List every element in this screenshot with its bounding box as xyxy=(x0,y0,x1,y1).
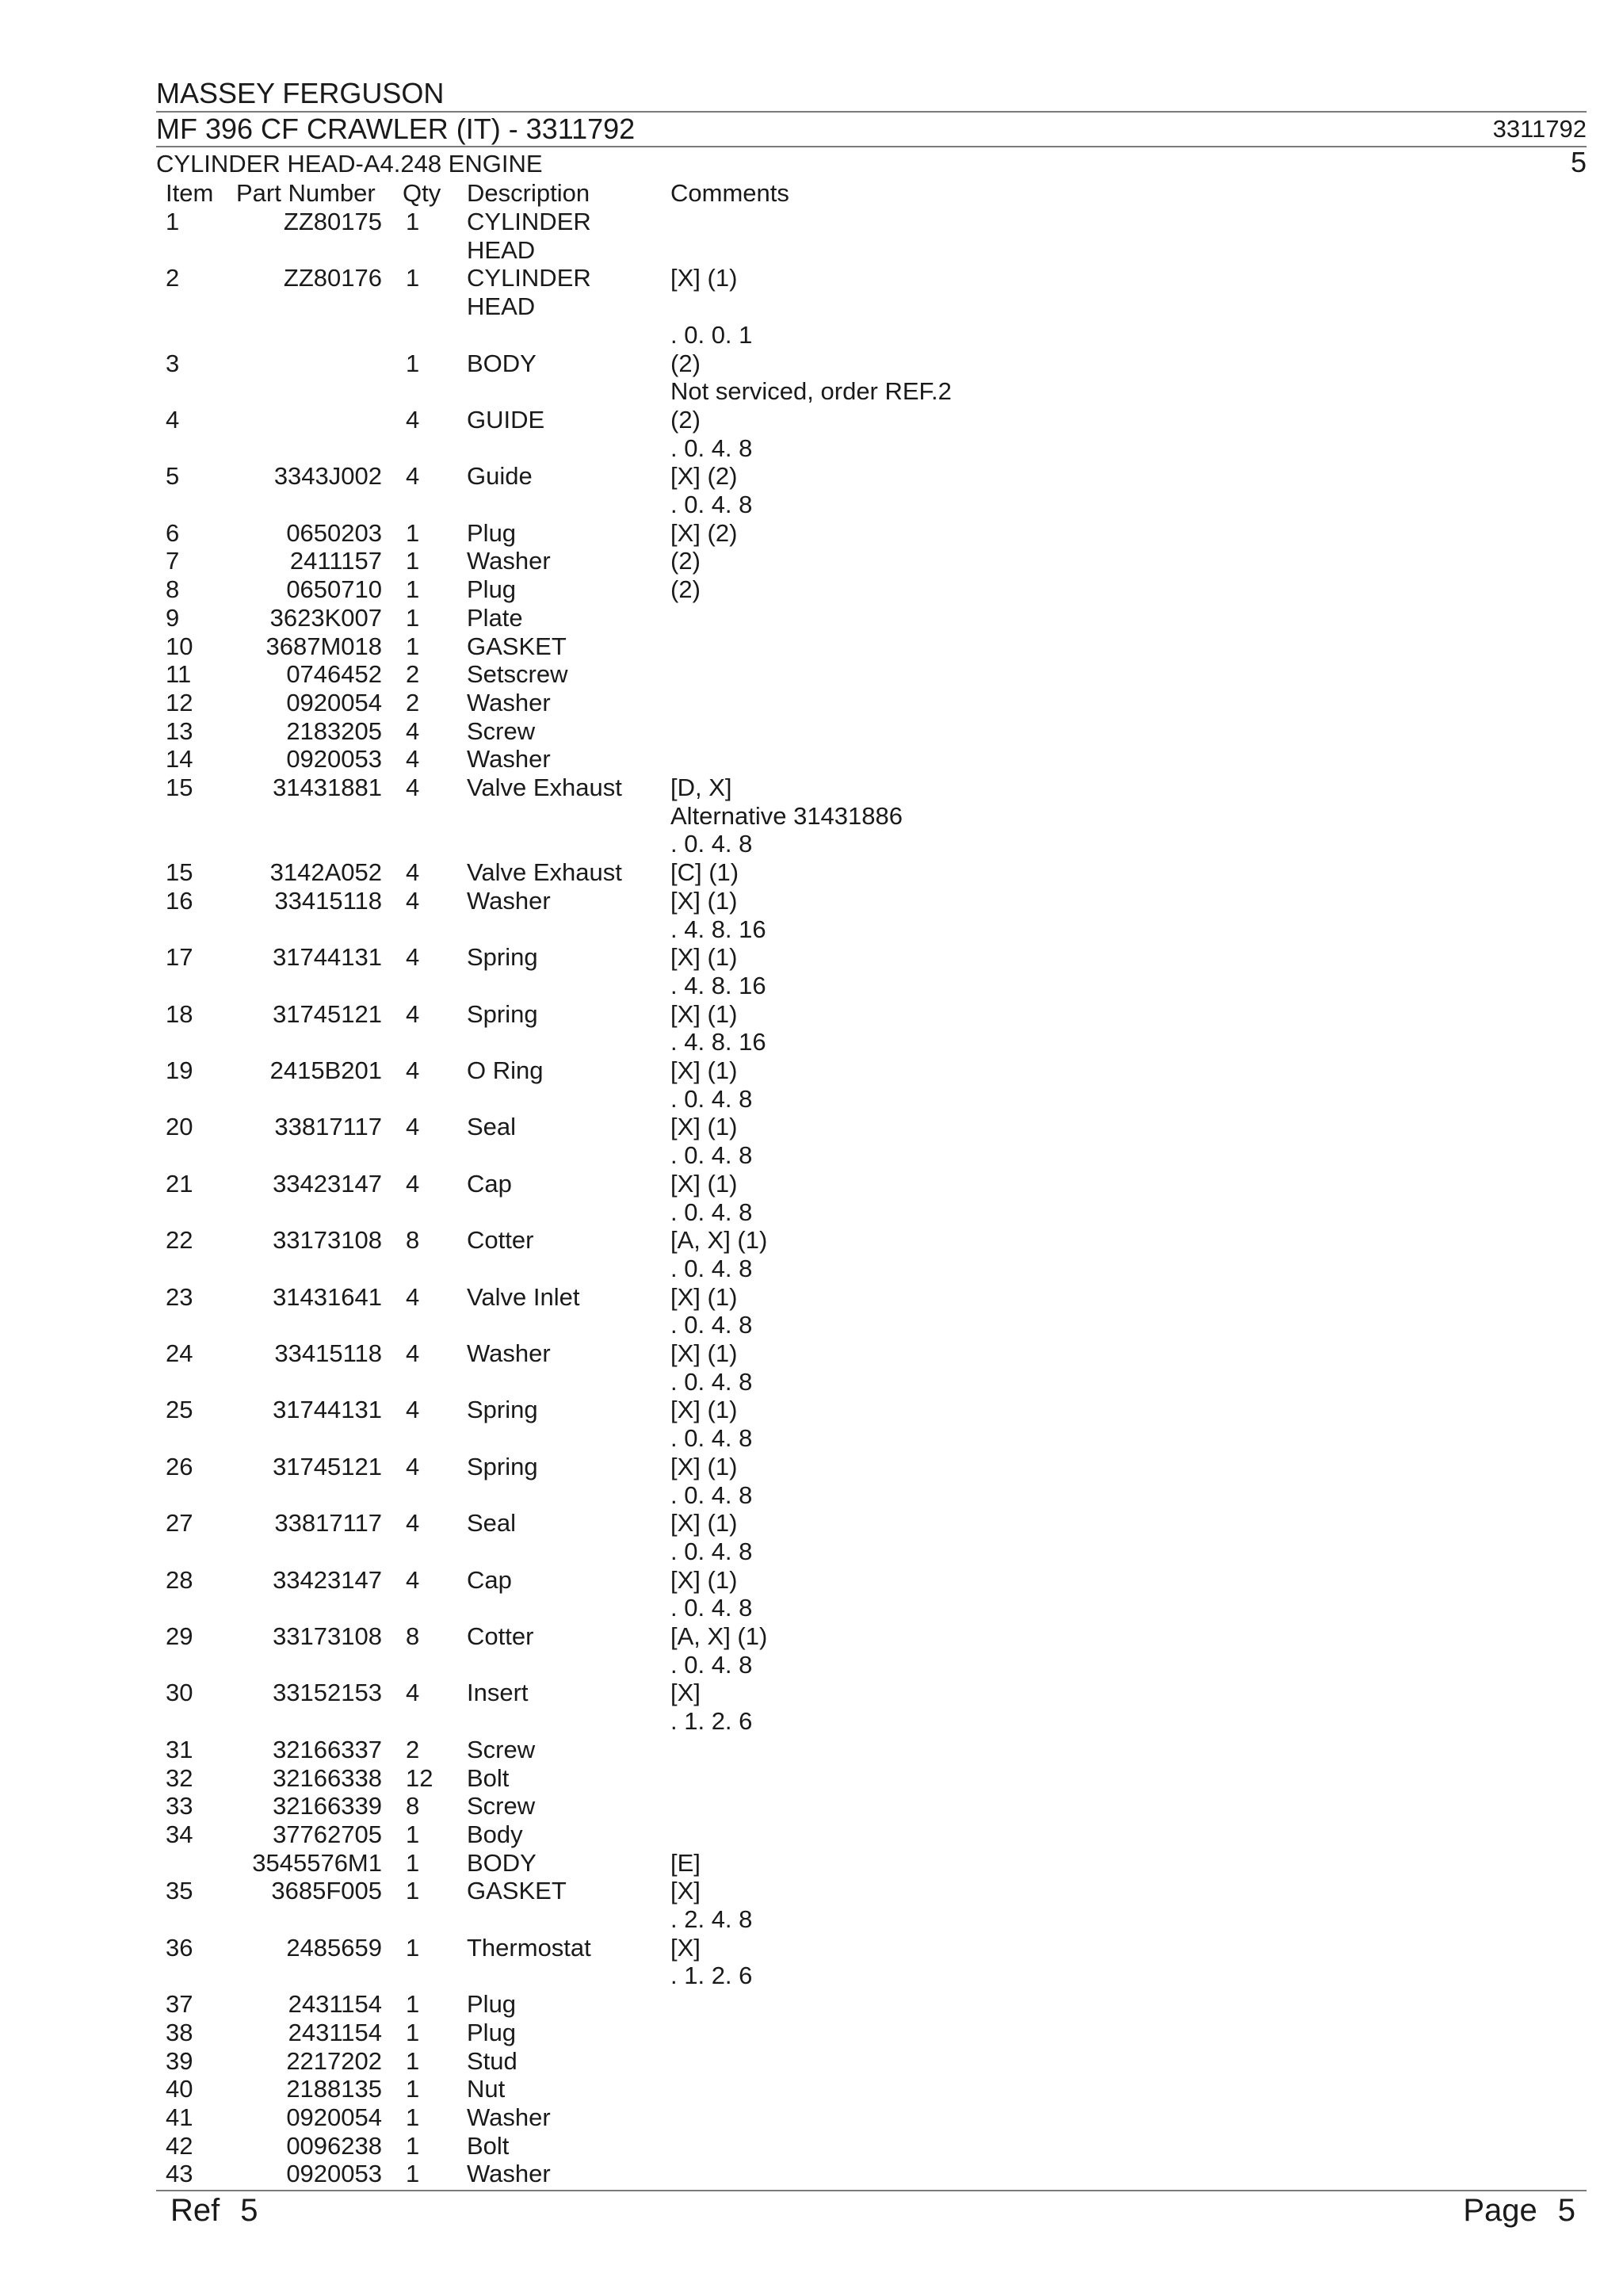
quantity: 4 xyxy=(406,1169,420,1198)
item-number: 15 xyxy=(166,858,193,887)
comment: [X] (1) xyxy=(670,1509,738,1538)
part-number: 31744131 xyxy=(273,1396,382,1424)
comment: . 0. 4. 8 xyxy=(670,1594,753,1622)
item-number: 33 xyxy=(166,1792,193,1820)
part-number: ZZ80176 xyxy=(283,264,382,292)
item-number: 28 xyxy=(166,1565,193,1594)
item-number: 3 xyxy=(166,349,180,377)
comment: [X] (1) xyxy=(670,999,738,1028)
description: Screw xyxy=(467,716,536,745)
part-number: 3685F005 xyxy=(271,1877,382,1905)
page-value: 5 xyxy=(1557,2193,1575,2228)
quantity: 1 xyxy=(406,349,420,377)
item-number: 37 xyxy=(166,1990,193,2019)
description: Cotter xyxy=(467,1226,534,1255)
quantity: 4 xyxy=(406,745,420,774)
description: BODY xyxy=(467,1848,537,1877)
part-number: 3545576M1 xyxy=(252,1848,382,1877)
footer-ref xyxy=(170,2191,258,2229)
part-number: 33152153 xyxy=(273,1679,382,1707)
part-number: 3343J002 xyxy=(273,462,382,491)
item-number: 34 xyxy=(166,1820,193,1848)
comment: . 0. 4. 8 xyxy=(670,1084,753,1113)
part-number: 31431881 xyxy=(273,774,382,801)
quantity: 4 xyxy=(406,1056,420,1084)
comment: [X] (1) xyxy=(670,1169,738,1198)
quantity: 12 xyxy=(406,1763,433,1792)
comment: [D, X] xyxy=(670,774,732,801)
description: Screw xyxy=(467,1735,536,1763)
comment: (2) xyxy=(670,575,701,604)
description: Cotter xyxy=(467,1622,534,1650)
item-number: 29 xyxy=(166,1622,193,1650)
comment: . 0. 4. 8 xyxy=(670,1141,753,1170)
item-number: 35 xyxy=(166,1877,193,1905)
description: Screw xyxy=(467,1792,536,1820)
item-number: 10 xyxy=(166,632,193,660)
part-number: 33415118 xyxy=(274,886,382,915)
description: GASKET xyxy=(467,632,567,660)
item-number: 23 xyxy=(166,1282,193,1311)
quantity: 1 xyxy=(406,2160,420,2188)
item-number: 25 xyxy=(166,1396,193,1424)
ref-value: 5 xyxy=(240,2193,258,2228)
item-number: 26 xyxy=(166,1452,193,1480)
description: GASKET xyxy=(467,1877,567,1905)
section-number: 5 xyxy=(1570,146,1587,178)
part-number: 2431154 xyxy=(288,2018,382,2046)
item-number: 30 xyxy=(166,1679,193,1707)
item-number: 4 xyxy=(166,405,180,434)
part-number: 2188135 xyxy=(286,2075,382,2103)
comment: . 0. 0. 1 xyxy=(670,320,753,349)
comment: [X] (1) xyxy=(670,1452,738,1480)
part-number: 0650710 xyxy=(286,575,382,604)
description: Valve Inlet xyxy=(467,1282,580,1311)
quantity: 4 xyxy=(406,774,420,801)
quantity: 1 xyxy=(406,2046,420,2075)
comment: . 0. 4. 8 xyxy=(670,1537,753,1565)
comment: . 0. 4. 8 xyxy=(670,1480,753,1509)
quantity: 1 xyxy=(406,547,420,575)
description: Cap xyxy=(467,1169,512,1198)
comment: [X] (1) xyxy=(670,1565,738,1594)
part-number: 33415118 xyxy=(274,1339,382,1367)
description: CYLINDER xyxy=(467,208,591,235)
quantity: 4 xyxy=(406,1509,420,1538)
part-number: 31744131 xyxy=(273,943,382,972)
description: Setscrew xyxy=(467,660,568,689)
part-number: ZZ80175 xyxy=(283,208,382,235)
ref-label: Ref xyxy=(170,2193,220,2228)
comment: . 0. 4. 8 xyxy=(670,1367,753,1396)
column-header-part-number: Part Number xyxy=(236,179,376,207)
description: Seal xyxy=(467,1509,517,1538)
part-number: 31431641 xyxy=(273,1282,382,1311)
description: Plug xyxy=(467,575,517,604)
quantity: 1 xyxy=(406,2075,420,2103)
item-number: 8 xyxy=(166,575,180,604)
quantity: 1 xyxy=(406,2018,420,2046)
comment: [X] (1) xyxy=(670,943,738,972)
item-number: 5 xyxy=(166,462,180,491)
comment: . 1. 2. 6 xyxy=(670,1962,753,1990)
footer-page xyxy=(1463,2191,1575,2229)
comment: [C] (1) xyxy=(670,858,739,887)
brand-title: MASSEY FERGUSON xyxy=(156,77,445,109)
part-number: 2485659 xyxy=(286,1933,382,1962)
item-number: 1 xyxy=(166,208,180,235)
item-number: 15 xyxy=(166,774,193,801)
comment: . 0. 4. 8 xyxy=(670,491,753,518)
comment: [X] (1) xyxy=(670,1056,738,1084)
column-header-item: Item xyxy=(166,179,214,207)
item-number: 7 xyxy=(166,547,180,575)
item-number: 14 xyxy=(166,745,193,774)
quantity: 1 xyxy=(406,1990,420,2019)
description: Bolt xyxy=(467,2131,510,2160)
quantity: 4 xyxy=(406,1565,420,1594)
description: Seal xyxy=(467,1113,517,1141)
item-number: 6 xyxy=(166,518,180,547)
description: Plug xyxy=(467,2018,517,2046)
description: Spring xyxy=(467,1396,538,1424)
description: Nut xyxy=(467,2075,506,2103)
model-code: 3311792 xyxy=(1492,115,1587,143)
description: Washer xyxy=(467,2103,551,2131)
part-number: 31745121 xyxy=(273,999,382,1028)
item-number: 19 xyxy=(166,1056,193,1084)
item-number: 22 xyxy=(166,1226,193,1255)
section-title: CYLINDER HEAD-A4.248 ENGINE xyxy=(156,150,543,178)
item-number: 32 xyxy=(166,1763,193,1792)
item-number: 12 xyxy=(166,688,193,716)
item-number: 24 xyxy=(166,1339,193,1367)
description: GUIDE xyxy=(467,405,545,434)
description: Washer xyxy=(467,1339,551,1367)
quantity: 4 xyxy=(406,943,420,972)
comment: . 0. 4. 8 xyxy=(670,1198,753,1226)
comment: [X] (2) xyxy=(670,518,738,547)
description: Insert xyxy=(467,1679,529,1707)
description: Spring xyxy=(467,943,538,972)
quantity: 4 xyxy=(406,999,420,1028)
quantity: 1 xyxy=(406,575,420,604)
comment: . 0. 4. 8 xyxy=(670,830,753,858)
item-number: 31 xyxy=(166,1735,193,1763)
part-number: 2217202 xyxy=(286,2046,382,2075)
comment: [A, X] (1) xyxy=(670,1226,768,1255)
quantity: 4 xyxy=(406,1396,420,1424)
quantity: 8 xyxy=(406,1226,420,1255)
description: Washer xyxy=(467,2160,551,2188)
item-number: 9 xyxy=(166,603,180,632)
comment: [X] (2) xyxy=(670,462,738,491)
quantity: 4 xyxy=(406,716,420,745)
part-number: 3623K007 xyxy=(269,603,382,632)
page-label: Page xyxy=(1463,2193,1537,2228)
quantity: 2 xyxy=(406,660,420,689)
description: Spring xyxy=(467,1452,538,1480)
comment: [X] xyxy=(670,1679,701,1707)
comment: (2) xyxy=(670,349,701,377)
part-number: 2431154 xyxy=(288,1990,382,2019)
description: CYLINDER xyxy=(467,264,591,292)
comment: [X] (1) xyxy=(670,1339,738,1367)
comment: . 1. 2. 6 xyxy=(670,1707,753,1736)
quantity: 1 xyxy=(406,2131,420,2160)
quantity: 1 xyxy=(406,1877,420,1905)
part-number: 33817117 xyxy=(274,1509,382,1538)
item-number: 13 xyxy=(166,716,193,745)
part-number: 32166337 xyxy=(273,1735,382,1763)
part-number: 33423147 xyxy=(273,1565,382,1594)
quantity: 4 xyxy=(406,405,420,434)
comment: [X] (1) xyxy=(670,886,738,915)
comment: (2) xyxy=(670,547,701,575)
part-number: 33423147 xyxy=(273,1169,382,1198)
part-number: 3687M018 xyxy=(265,632,382,660)
quantity: 2 xyxy=(406,1735,420,1763)
quantity: 1 xyxy=(406,2103,420,2131)
description: Washer xyxy=(467,745,551,774)
description: Plate xyxy=(467,603,523,632)
comment: [X] xyxy=(670,1877,701,1905)
part-number: 32166339 xyxy=(273,1792,382,1820)
comment: Not serviced, order REF.2 xyxy=(670,377,952,406)
comment: [X] (1) xyxy=(670,1113,738,1141)
comment: . 4. 8. 16 xyxy=(670,971,766,999)
description: Washer xyxy=(467,547,551,575)
quantity: 4 xyxy=(406,1282,420,1311)
quantity: 1 xyxy=(406,1933,420,1962)
comment: Alternative 31431886 xyxy=(670,801,903,830)
description: Thermostat xyxy=(467,1933,591,1962)
part-number: 33173108 xyxy=(273,1226,382,1255)
quantity: 1 xyxy=(406,264,420,292)
item-number: 38 xyxy=(166,2018,193,2046)
item-number: 42 xyxy=(166,2131,193,2160)
part-number: 2415B201 xyxy=(269,1056,382,1084)
comment: . 4. 8. 16 xyxy=(670,1028,766,1056)
quantity: 2 xyxy=(406,688,420,716)
item-number: 16 xyxy=(166,886,193,915)
column-header-comments: Comments xyxy=(670,179,789,207)
column-header-description: Description xyxy=(467,179,590,207)
item-number: 43 xyxy=(166,2160,193,2188)
comment: [X] (1) xyxy=(670,1282,738,1311)
part-number: 0920054 xyxy=(286,2103,382,2131)
quantity: 4 xyxy=(406,1113,420,1141)
item-number: 20 xyxy=(166,1113,193,1141)
description: Guide xyxy=(467,462,533,491)
description: Body xyxy=(467,1820,523,1848)
quantity: 1 xyxy=(406,603,420,632)
quantity: 8 xyxy=(406,1622,420,1650)
part-number: 3142A052 xyxy=(269,858,382,887)
part-number: 33817117 xyxy=(274,1113,382,1141)
part-number: 31745121 xyxy=(273,1452,382,1480)
comment: [E] xyxy=(670,1848,701,1877)
quantity: 4 xyxy=(406,886,420,915)
description: Stud xyxy=(467,2046,517,2075)
quantity: 4 xyxy=(406,1339,420,1367)
part-number: 0746452 xyxy=(286,660,382,689)
quantity: 1 xyxy=(406,1820,420,1848)
comment: [X] (1) xyxy=(670,1396,738,1424)
item-number: 11 xyxy=(166,660,192,689)
item-number: 39 xyxy=(166,2046,193,2075)
item-number: 17 xyxy=(166,943,193,972)
comment: . 2. 4. 8 xyxy=(670,1905,753,1933)
item-number: 18 xyxy=(166,999,193,1028)
item-number: 21 xyxy=(166,1169,193,1198)
part-number: 0920054 xyxy=(286,688,382,716)
comment: . 0. 4. 8 xyxy=(670,1311,753,1339)
model-title: MF 396 CF CRAWLER (IT) - 3311792 xyxy=(156,113,636,145)
quantity: 8 xyxy=(406,1792,420,1820)
quantity: 1 xyxy=(406,1848,420,1877)
comment: [X] (1) xyxy=(670,264,738,292)
quantity: 4 xyxy=(406,462,420,491)
comment: . 0. 4. 8 xyxy=(670,1424,753,1453)
description: HEAD xyxy=(467,292,536,321)
description: HEAD xyxy=(467,235,536,264)
description: Valve Exhaust xyxy=(467,774,622,801)
part-number: 0096238 xyxy=(286,2131,382,2160)
column-header-qty: Qty xyxy=(403,179,441,207)
item-number: 40 xyxy=(166,2075,193,2103)
description: Spring xyxy=(467,999,538,1028)
description: Cap xyxy=(467,1565,512,1594)
description: Valve Exhaust xyxy=(467,858,622,887)
description: Plug xyxy=(467,1990,517,2019)
comment: . 0. 4. 8 xyxy=(670,1650,753,1679)
comment: . 0. 4. 8 xyxy=(670,434,753,462)
part-number: 37762705 xyxy=(273,1820,382,1848)
item-number: 27 xyxy=(166,1509,193,1538)
description: Washer xyxy=(467,688,551,716)
part-number: 0920053 xyxy=(286,2160,382,2188)
part-number: 0920053 xyxy=(286,745,382,774)
comment: [A, X] (1) xyxy=(670,1622,768,1650)
description: Plug xyxy=(467,518,517,547)
description: Washer xyxy=(467,886,551,915)
comment: (2) xyxy=(670,405,701,434)
description: Bolt xyxy=(467,1763,510,1792)
part-number: 32166338 xyxy=(273,1763,382,1792)
part-number: 33173108 xyxy=(273,1622,382,1650)
item-number: 36 xyxy=(166,1933,193,1962)
quantity: 1 xyxy=(406,208,420,235)
part-number: 2411157 xyxy=(289,547,382,575)
comment: . 4. 8. 16 xyxy=(670,915,766,943)
quantity: 4 xyxy=(406,1452,420,1480)
footer-divider xyxy=(156,2190,1587,2191)
item-number: 2 xyxy=(166,264,180,292)
quantity: 4 xyxy=(406,858,420,887)
comment: [X] xyxy=(670,1933,701,1962)
description: O Ring xyxy=(467,1056,544,1084)
item-number: 41 xyxy=(166,2103,193,2131)
quantity: 1 xyxy=(406,632,420,660)
comment: . 0. 4. 8 xyxy=(670,1254,753,1282)
part-number: 0650203 xyxy=(286,518,382,547)
quantity: 4 xyxy=(406,1679,420,1707)
description: BODY xyxy=(467,349,537,377)
quantity: 1 xyxy=(406,518,420,547)
part-number: 2183205 xyxy=(286,716,382,745)
